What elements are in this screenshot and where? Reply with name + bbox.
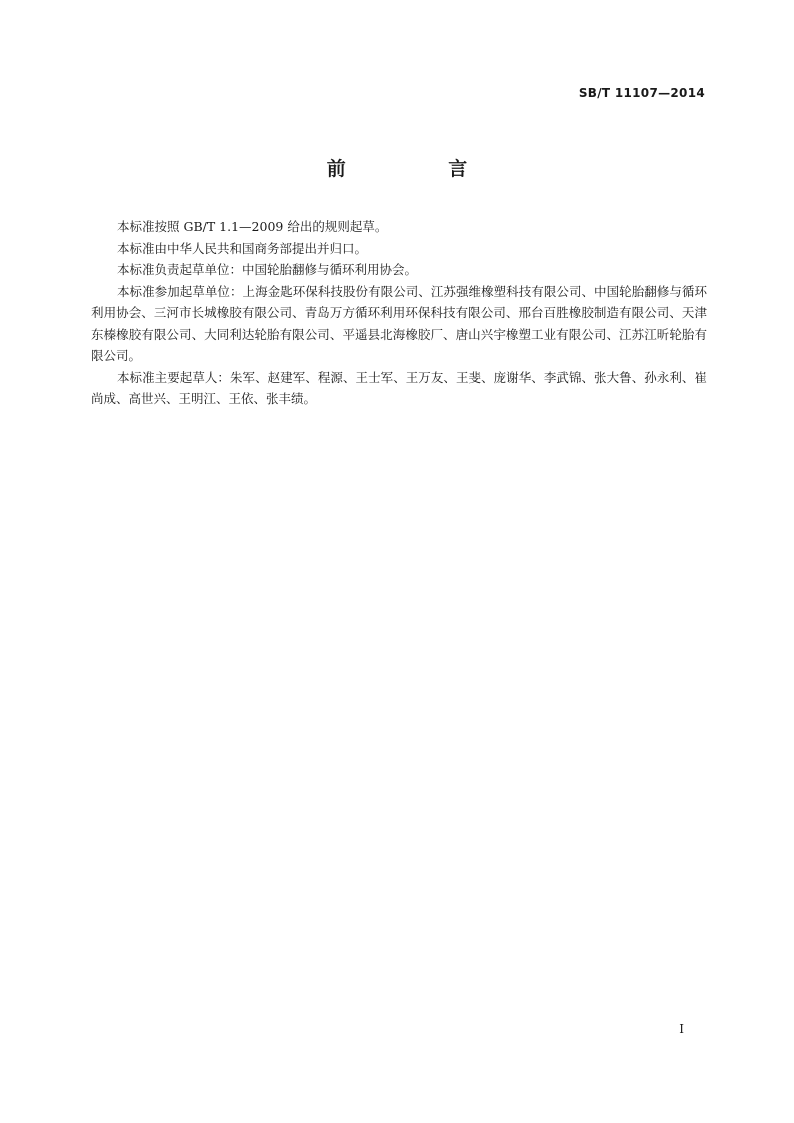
standard-code: SB/T 11107—2014 xyxy=(578,86,705,100)
foreword-body xyxy=(91,216,707,410)
paragraph-drafting-rules: 本标准按照 GB/T 1.1—2009 给出的规则起草。 xyxy=(117,219,388,234)
page-number: I xyxy=(679,1022,684,1036)
paragraph-responsible-unit: 本标准负责起草单位：中国轮胎翻修与循环利用协会。 xyxy=(117,262,418,277)
page-title: 前 言 xyxy=(326,158,516,180)
paragraph-main-drafters: 本标准主要起草人：朱军、赵建军、程源、王士军、王万友、王斐、庞谢华、李武锦、张大鲁、孙永利、崔尚成、高世兴、王明江、王依、张丰绩。 xyxy=(91,369,707,406)
paragraph-participating-units: 本标准参加起草单位：上海金匙环保科技股份有限公司、江苏强维橡塑科技有限公司、中国轮胎翻修与循环利用协会、三河市长城橡胶有限公司、青岛万方循环利用环保科技有限公司、邢台百胜橡胶制造有限公司、天津东榛橡胶有限公司、大同利达轮胎有限公司、平遥县北海橡胶厂、唐山兴宇橡塑工业有限公司、江苏江昕轮胎有限公司。 xyxy=(91,283,707,363)
paragraph-proposer: 本标准由中华人民共和国商务部提出并归口。 xyxy=(117,240,368,256)
